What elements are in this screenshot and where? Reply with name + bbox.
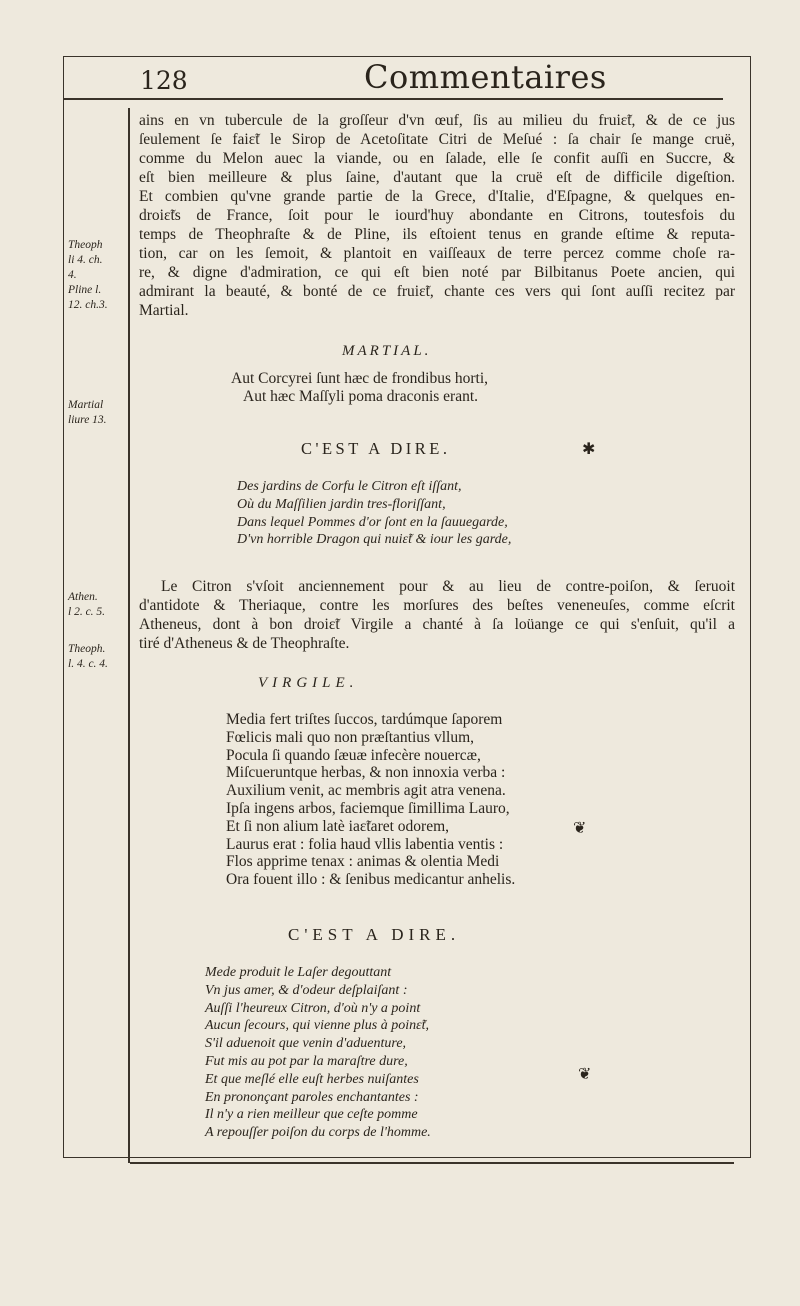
- text-line: re, & digne d'admiration, ce qui eſt bien noté par Bilbitanus Poete ancien, qui: [139, 264, 735, 281]
- verse-line: Auxilium venit, ac membris agit atra venena.: [226, 782, 506, 800]
- margin-note-line: Pline l.: [68, 284, 102, 296]
- text-line: tiré d'Atheneus & de Theophraſte.: [139, 635, 350, 652]
- virgile-verse: [226, 711, 515, 889]
- text-line: Et combien qu'vne grande partie de la Grece, d'Italie, d'Eſpagne, & quelques en-: [139, 188, 735, 205]
- cest-a-dire-heading-2: C'EST A DIRE.: [288, 925, 461, 944]
- text-line: admirant la beauté, & bonté de ce fruiɛ̃t, chante ces vers qui ſont auſſi recitez par: [139, 283, 735, 300]
- margin-note-line: l 2. c. 5.: [68, 606, 106, 618]
- verse-line: Fœlicis mali quo non præſtantius vllum,: [226, 728, 474, 746]
- verse-line: Flos apprime tenax : animas & olentia Medi: [226, 853, 500, 871]
- verse-line: Media fert triſtes ſuccos, tardúmque ſaporem: [226, 711, 503, 728]
- verse-line: Aucun ſecours, qui vienne plus à poinɛ̃t,: [205, 1018, 430, 1034]
- text-line: comme du Melon auec la viande, ou en ſalade, elle ſe confit auſſi en Succre, &: [139, 150, 735, 167]
- martial-verse: [231, 370, 488, 406]
- french-verse-1: [237, 478, 511, 549]
- text-line: tion, car on les ſemoit, & plantoit en vaiſſeaux de terre percez comme choſe ra-: [139, 245, 735, 262]
- verse-line: S'il aduenoit que venin d'aduenture,: [205, 1036, 407, 1052]
- verse-line: Pocula ſi quando ſæuæ infecère nouercæ,: [226, 746, 481, 764]
- margin-note-line: 12. ch.3.: [68, 299, 108, 311]
- cest-a-dire-heading-1: C'EST A DIRE.: [301, 439, 451, 458]
- text-line: ſeulement ſe faiɛ̃t le Sirop de Acetoſitate Citri de Meſué : ſa chair ſe mange cruë,: [139, 131, 735, 148]
- asterisk-ornament: ✱: [582, 439, 596, 458]
- text-line: Martial.: [139, 302, 189, 319]
- margin-note-theoph-pline: [68, 238, 124, 313]
- verse-line: Aut Corcyrei ſunt hæc de frondibus horti,: [231, 370, 488, 387]
- margin-note-line: li 4. ch.: [68, 254, 103, 266]
- margin-note-line: Theoph.: [68, 643, 106, 655]
- verse-line: Dans lequel Pommes d'or ſont en la ſauuegarde,: [237, 514, 508, 530]
- margin-note-line: Martial: [68, 399, 104, 411]
- page-number: 128: [140, 66, 188, 95]
- bottom-rule: [130, 1162, 734, 1164]
- running-title: Commentaires: [364, 58, 607, 96]
- text-column-rule: [128, 108, 130, 1163]
- verse-line: Aut hæc Maſſyli poma draconis erant.: [243, 387, 479, 405]
- fleuron-ornament: ❦: [578, 1064, 592, 1083]
- text-line: droiɛ̃ts de France, ſoit pour le iourd'huy abondante en Citrons, toutesfois du: [139, 207, 735, 224]
- verse-line: Auſſi l'heureux Citron, d'où n'y a point: [205, 1000, 421, 1016]
- margin-note-martial: [68, 398, 124, 428]
- verse-line: Vn jus amer, & d'odeur deſplaiſant :: [205, 982, 408, 998]
- margin-note-athen: [68, 590, 124, 620]
- fleuron-ornament: ❦: [573, 818, 587, 837]
- verse-line: Mede produit le Laſer degouttant: [205, 965, 392, 980]
- margin-note-line: Theoph: [68, 239, 103, 251]
- verse-line: Ora fouent illo : & ſenibus medicantur anhelis.: [226, 871, 516, 889]
- text-line: eſt bien meilleure & plus ſaine, d'autant que la cruë eſt de difficile digeſtion.: [139, 169, 735, 186]
- margin-note-line: l. 4. c. 4.: [68, 658, 108, 670]
- verse-line: Et ſi non alium latè iaɛ̃taret odorem,: [226, 817, 450, 835]
- verse-line: Et que meſlé elle euſt herbes nuiſantes: [205, 1071, 419, 1087]
- verse-line: Fut mis au pot par la maraſtre dure,: [205, 1053, 408, 1069]
- verse-line: Ipſa ingens arbos, faciemque ſimillima Lauro,: [226, 799, 510, 817]
- margin-note-line: liure 13.: [68, 414, 107, 426]
- virgile-heading: VIRGILE.: [258, 675, 359, 691]
- verse-line: A repouſſer poiſon du corps de l'homme.: [205, 1125, 431, 1141]
- header-rule: [63, 98, 723, 100]
- paragraph-1: [139, 111, 735, 320]
- margin-note-line: Athen.: [68, 591, 98, 603]
- margin-note-line: 4.: [68, 269, 77, 281]
- verse-line: Laurus erat : folia haud vllis labentia ventis :: [226, 835, 504, 853]
- paragraph-2: [139, 577, 735, 653]
- text-line: temps de Theophraſte & de Pline, ils eſtoient tenus en grande eſtime & reputa-: [139, 226, 735, 243]
- margin-note-theoph: [68, 642, 124, 672]
- text-line: Le Citron s'vſoit anciennement pour & au lieu de contre-poiſon, & ſeruoit: [161, 578, 735, 595]
- verse-line: D'vn horrible Dragon qui nuiɛ̃t & iour les garde,: [237, 532, 512, 548]
- verse-line: Miſcueruntque herbas, & non innoxia verba :: [226, 764, 506, 782]
- martial-heading: MARTIAL.: [342, 343, 432, 359]
- text-line: ains en vn tubercule de la groſſeur d'vn œuf, ſis au milieu du fruiɛ̃t, & de ce jus: [139, 112, 735, 129]
- verse-line: Des jardins de Corfu le Citron eſt iſſant,: [237, 479, 462, 494]
- verse-line: Il n'y a rien meilleur que ceſte pomme: [205, 1107, 418, 1123]
- verse-line: En prononçant paroles enchantantes :: [205, 1089, 419, 1105]
- text-line: Atheneus, dont à bon droiɛ̃t Virgile a chanté à ſa loüange ce qui s'enſuit, qu'il a: [139, 616, 735, 633]
- text-line: d'antidote & Theriaque, contre les morſures des beſtes veneneuſes, comme eſcrit: [139, 597, 735, 614]
- french-verse-2: [205, 964, 431, 1142]
- verse-line: Où du Maſſilien jardin tres-floriſſant,: [237, 496, 446, 512]
